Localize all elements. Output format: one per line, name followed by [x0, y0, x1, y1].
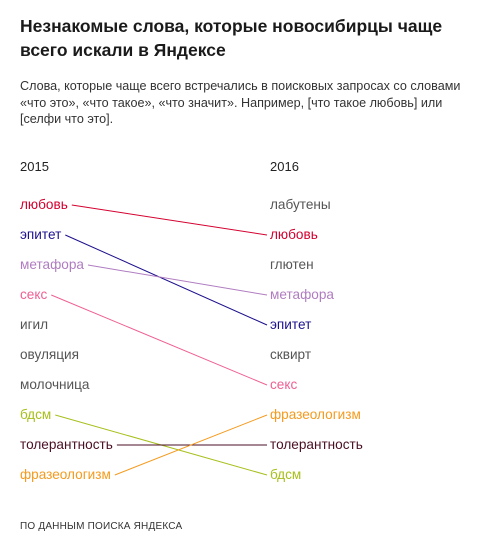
- word-right-1: лабутены: [270, 197, 331, 212]
- word-right-6: сквирт: [270, 347, 312, 362]
- word-left-6: овуляция: [20, 347, 80, 362]
- connector-1: [72, 205, 267, 235]
- word-right-8: фразеологизм: [270, 407, 361, 422]
- source-note: ПО ДАННЫМ ПОИСКА ЯНДЕКСА: [20, 521, 183, 532]
- word-left-9: толерантность: [20, 437, 113, 452]
- page-title: Незнакомые слова, которые новосибирцы чаще всего искали в Яндексе: [20, 16, 443, 60]
- word-right-7: секс: [270, 377, 298, 392]
- connector-2: [65, 235, 267, 325]
- word-left-3: метафора: [20, 257, 84, 272]
- word-right-10: бдсм: [270, 467, 302, 482]
- word-left-4: секс: [20, 287, 48, 302]
- column-header-2016: 2016: [270, 159, 299, 174]
- word-left-1: любовь: [20, 197, 68, 212]
- word-right-5: эпитет: [270, 317, 312, 332]
- word-right-9: толерантность: [270, 437, 363, 452]
- word-right-4: метафора: [270, 287, 334, 302]
- connector-4: [51, 295, 267, 385]
- word-left-10: фразеологизм: [20, 467, 111, 482]
- connector-3: [88, 265, 267, 295]
- page-subtitle: Слова, которые чаще всего встречались в поисковых запросах со словами «что это», «что такое», «что значит». Например, [что такое любовь] или [селфи что это].: [20, 79, 461, 126]
- word-left-8: бдсм: [20, 407, 52, 422]
- word-right-2: любовь: [270, 227, 318, 242]
- word-right-3: глютен: [270, 257, 314, 272]
- word-left-2: эпитет: [20, 227, 62, 242]
- word-left-7: молочница: [20, 377, 90, 392]
- word-left-5: игил: [20, 317, 49, 332]
- column-header-2015: 2015: [20, 159, 49, 174]
